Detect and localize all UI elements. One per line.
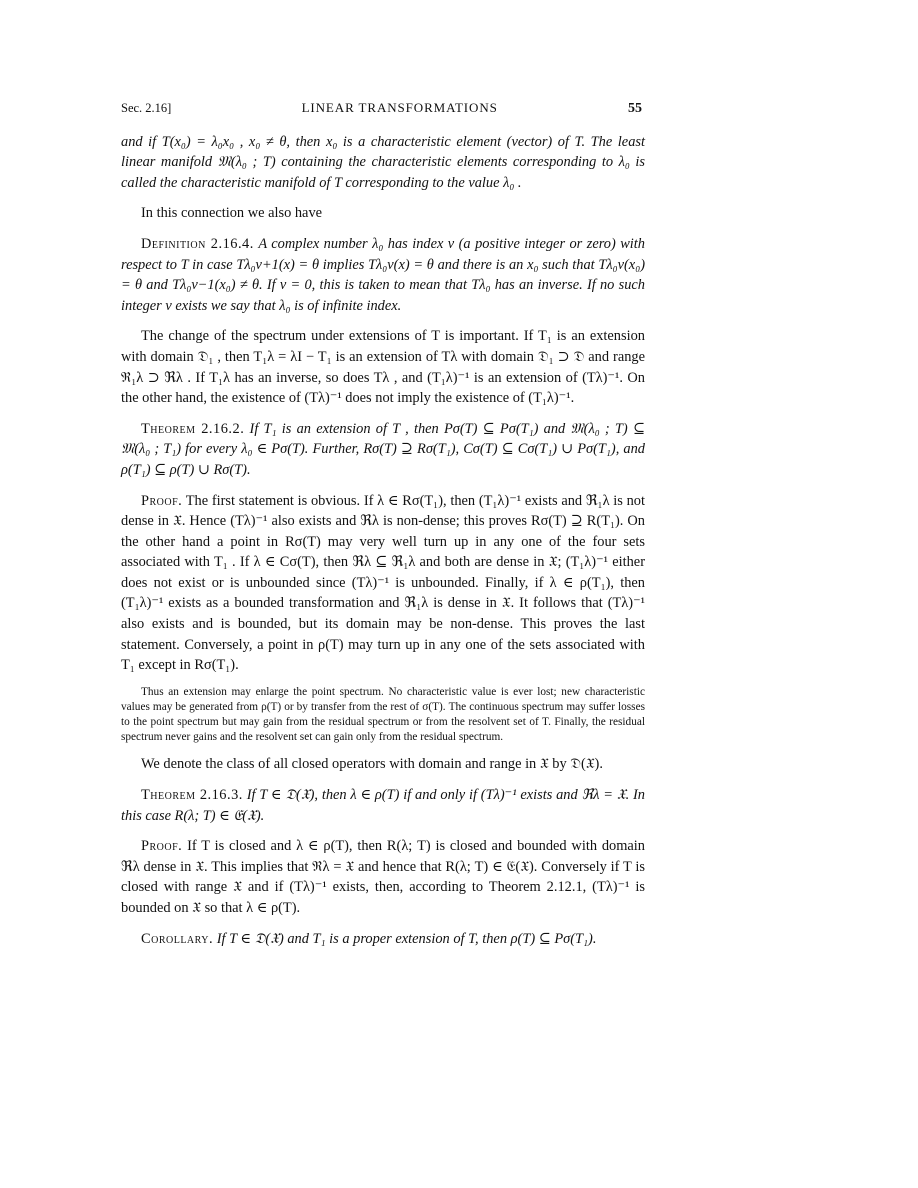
definition-label: Definition 2.16.4. xyxy=(141,235,254,252)
page-number: 55 xyxy=(627,101,642,116)
proof-2-16-2 xyxy=(121,491,645,676)
corollary-text: If T ∈ 𝔇(𝔛) and T₁ is a proper extension of T, then ρ(T) ⊆ Pσ(T₁). xyxy=(216,930,597,947)
definition-text: A complex number λ₀ has index ν (a positive integer or zero) with respect to T in case Tλ₀ν+1(x) = θ implies Tλ₀ν(x) = θ and there is an x₀ such that Tλ₀ν(x₀) = θ and Tλ₀ν−1(x₀) ≠ θ. If ν = 0, this is taken to mean that Tλ₀ has an inverse. If no such integer ν exists we say that λ₀ is of infinite index. xyxy=(121,235,646,314)
theorem-2-16-3 xyxy=(121,785,645,826)
theorem-label: Theorem 2.16.2. xyxy=(141,420,245,437)
remark-small-print: Thus an extension may enlarge the point spectrum. No characteristic value is ever lost; new characteristic values may be generated from ρ(T) or by transfer from the rest of σ(T). The continuous spectrum may suffer losses to the point spectrum but may gain from the residual spectrum or from the resolvent set of T. Finally, the residual spectrum never gains and the resolvent set can gain only from the residual spectrum. xyxy=(121,685,645,743)
definition-continuation: and if T(x₀) = λ₀x₀ , x₀ ≠ θ, then x₀ is a characteristic element (vector) of T. The least linear manifold 𝔐(λ₀ ; T) containing the characteristic elements corresponding to λ₀ is called the characteristic manifold of T corresponding to the value λ₀ . xyxy=(121,133,645,191)
corollary xyxy=(121,929,645,950)
proof-label: Proof. xyxy=(141,838,183,855)
intro-sentence: In this connection we also have xyxy=(141,205,323,222)
theorem-label: Theorem 2.16.3. xyxy=(141,787,243,804)
definition-2-16-4 xyxy=(121,234,645,316)
book-page xyxy=(121,98,645,949)
proof-label: Proof. xyxy=(141,492,183,509)
theorem-text: If T ∈ 𝔇(𝔛), then λ ∈ ρ(T) if and only if (Tλ)⁻¹ exists and ℜλ = 𝔛. In this case R(λ; T) ∈ 𝔈(𝔛). xyxy=(121,787,645,824)
theorem-text: If T₁ is an extension of T , then Pσ(T) ⊆ Pσ(T₁) and 𝔐(λ₀ ; T) ⊆ 𝔐(λ₀ ; T₁) for every λ₀ ∈ Pσ(T). Further, Rσ(T) ⊇ Rσ(T₁), Cσ(T) ⊆ Cσ(T₁) ∪ Pσ(T₁), and ρ(T₁) ⊆ ρ(T) ∪ Rσ(T). xyxy=(121,420,646,478)
closed-operators-paragraph: We denote the class of all closed operators with domain and range in 𝔛 by 𝔇(𝔛). xyxy=(141,756,603,773)
proof-text: The first statement is obvious. If λ ∈ Rσ(T₁), then (T₁λ)⁻¹ exists and ℜ₁λ is not dense in 𝔛. Hence (Tλ)⁻¹ also exists and ℜλ is non-dense; this proves Rσ(T) ⊇ R(T₁). On the other hand a point in Rσ(T) may very well turn up in any one of the four sets associated with T₁ . If λ ∈ Cσ(T), then ℜλ ⊆ ℜ₁λ and both are dense in 𝔛; (T₁λ)⁻¹ either does not exist or is unbounded since (Tλ)⁻¹ is unbounded. Finally, if λ ∈ ρ(T₁), then (T₁λ)⁻¹ exists as a bounded transformation and ℜ₁λ is dense in 𝔛. It follows that (Tλ)⁻¹ also exists and is bounded, but its domain may be non-dense. This proves the last statement. Conversely, a point in ρ(T) may turn up in any one of the sets associated with T₁ except in Rσ(T₁). xyxy=(121,492,645,674)
extension-paragraph: The change of the spectrum under extensions of T is important. If T₁ is an extension with domain 𝔇₁ , then T₁λ = λI − T₁ is an extension of Tλ with domain 𝔇₁ ⊃ 𝔇 and range ℜ₁λ ⊃ ℜλ . If T₁λ has an inverse, so does Tλ , and (T₁λ)⁻¹ is an extension of (Tλ)⁻¹. On the other hand, the existence of (Tλ)⁻¹ does not imply the existence of (T₁λ)⁻¹. xyxy=(121,328,645,407)
section-reference: Sec. 2.16] xyxy=(121,101,172,115)
running-header xyxy=(121,98,645,120)
running-title: LINEAR TRANSFORMATIONS xyxy=(301,100,498,115)
corollary-label: Corollary. xyxy=(141,930,214,947)
proof-text: If T is closed and λ ∈ ρ(T), then R(λ; T) is closed and bounded with domain ℜλ dense in 𝔛. This implies that ℜλ = 𝔛 and hence that R(λ; T) ∈ 𝔈(𝔛). Conversely if T is closed with range 𝔛 and if (Tλ)⁻¹ exists, then, according to Theorem 2.12.1, (Tλ)⁻¹ is bounded on 𝔛 so that λ ∈ ρ(T). xyxy=(121,838,645,917)
theorem-2-16-2 xyxy=(121,419,645,481)
proof-2-16-3 xyxy=(121,836,645,918)
